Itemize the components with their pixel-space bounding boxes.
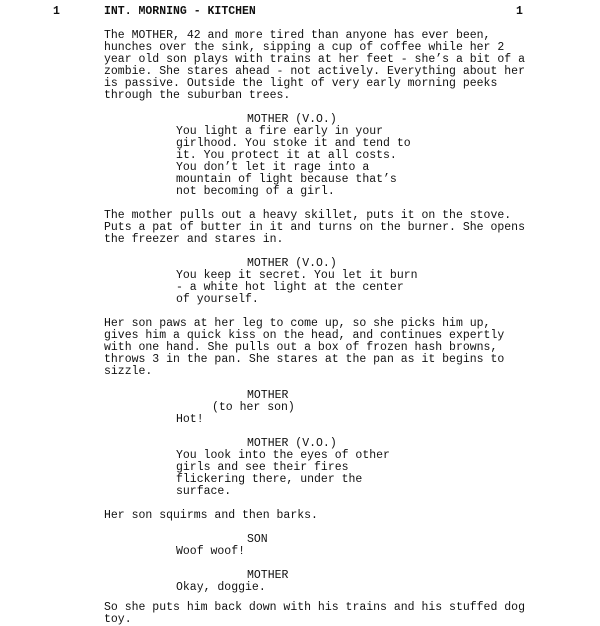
- character-cue: MOTHER (V.O.): [247, 113, 337, 126]
- action-block: So she puts him back down with his trains and his stuffed dog toy.: [104, 601, 525, 626]
- scene-heading: INT. MORNING - KITCHEN: [104, 5, 256, 18]
- character-cue: MOTHER (V.O.): [247, 437, 337, 450]
- scene-number-left: 1: [53, 5, 60, 18]
- scene-number-right: 1: [516, 5, 523, 18]
- character-cue: MOTHER: [247, 389, 289, 402]
- dialogue-block: Woof woof!: [176, 545, 246, 558]
- character-cue: MOTHER (V.O.): [247, 257, 337, 270]
- character-cue: SON: [247, 533, 268, 546]
- dialogue-block: You keep it secret. You let it burn - a white hot light at the center of yourself.: [176, 269, 418, 306]
- dialogue-block: Hot!: [176, 413, 204, 426]
- dialogue-block: You light a fire early in your girlhood. You stoke it and tend to it. You protect it at all costs. You don’t let it rage into a mountain of light because that’s not becoming of a girl.: [176, 125, 411, 198]
- action-block: Her son paws at her leg to come up, so she picks him up, gives him a quick kiss on the head, and continues expertly with one hand. She pulls out a box of frozen hash browns, throws 3 in the pan. She stares at the pan as it begins to sizzle.: [104, 317, 505, 378]
- action-block: The mother pulls out a heavy skillet, puts it on the stove. Puts a pat of butter in it and turns on the burner. She opens the freezer and stares in.: [104, 209, 525, 246]
- action-block: The MOTHER, 42 and more tired than anyone has ever been, hunches over the sink, sipping a cup of coffee while her 2 year old son plays with trains at her feet - she’s a bit of a zombie. She stares ahead - not actively. Everything about her is passive. Outside the light of very early morning peeks through the suburban trees.: [104, 29, 525, 102]
- character-cue: MOTHER: [247, 569, 289, 582]
- action-block: Her son squirms and then barks.: [104, 509, 318, 522]
- dialogue-block: Okay, doggie.: [176, 581, 266, 594]
- dialogue-block: You look into the eyes of other girls and see their fires flickering there, under the surface.: [176, 449, 390, 498]
- parenthetical: (to her son): [212, 401, 295, 414]
